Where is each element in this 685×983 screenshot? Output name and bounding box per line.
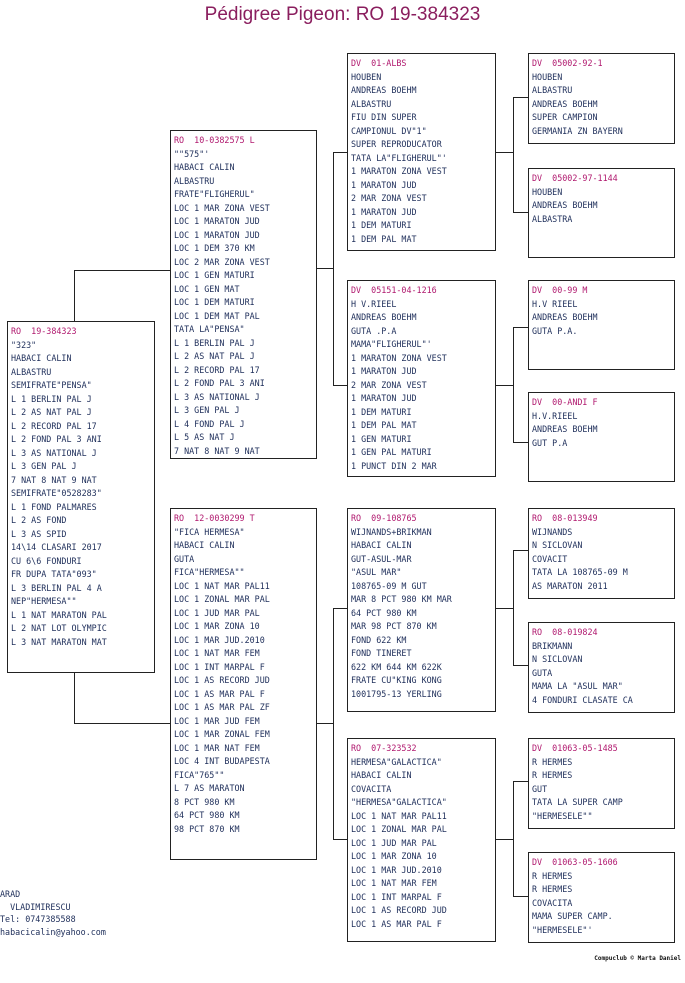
card-line: LOC 1 INT MARPAL F xyxy=(174,661,265,672)
card-line: GUT xyxy=(532,783,548,794)
card-line: 108765-09 M GUT xyxy=(351,580,427,591)
connector xyxy=(513,97,528,98)
dam-card xyxy=(170,508,317,860)
connector xyxy=(513,97,514,213)
sire-sire-dam-card xyxy=(528,168,675,258)
card-line: H V.RIEEL xyxy=(351,298,397,309)
card-line: HABACI CALIN xyxy=(174,540,235,550)
sire-sire-sire-card xyxy=(528,53,675,144)
card-line: "HERMESELE"" xyxy=(532,810,593,821)
ring-number: RO 08-013949 xyxy=(532,513,598,523)
card-line: LOC 1 DEM 370 KM xyxy=(174,243,255,253)
card-line: LOC 1 JUD MAR PAL xyxy=(351,837,437,848)
card-line: GUT-ASUL-MAR xyxy=(351,553,412,564)
card-line: BRIKMANN xyxy=(532,640,573,651)
card-line: ANDREAS BOEHM xyxy=(532,312,598,322)
card-line: LOC 1 NAT MAR FEM xyxy=(351,878,437,888)
card-line: R HERMES xyxy=(532,770,573,780)
ring-number: DV 05151-04-1216 xyxy=(351,285,437,295)
card-line: L 2 FOND PAL 3 ANI xyxy=(11,434,102,444)
card-line: L 3 GEN PAL J xyxy=(11,461,77,471)
connector xyxy=(74,672,75,724)
connector xyxy=(495,385,513,386)
connector xyxy=(333,608,334,840)
card-line: 1 MARATON JUD xyxy=(351,366,417,376)
card-line: 1 MARATON ZONA VEST xyxy=(351,352,447,363)
card-line: HOUBEN xyxy=(351,71,382,82)
card-line: FIU DIN SUPER xyxy=(351,112,417,122)
card-line: LOC 1 MAR NAT FEM xyxy=(174,742,260,753)
card-line: LOC 2 MAR ZONA VEST xyxy=(174,256,270,267)
card-line: HABACI CALIN xyxy=(11,353,72,363)
ring-number: DV 01-ALBS xyxy=(351,58,407,68)
card-line: MAMA"FLIGHERUL"' xyxy=(351,339,432,349)
card-line: ALBASTRU xyxy=(532,85,573,95)
card-line: LOC 1 MARATON JUD xyxy=(174,216,260,226)
card-line: LOC 1 MAR ZONA VEST xyxy=(174,202,270,213)
card-line: TATA LA"PENSA" xyxy=(174,324,245,334)
connector xyxy=(495,839,513,840)
card-line: L 3 BERLIN PAL 4 A xyxy=(11,582,102,593)
card-line: 1 MARATON JUD xyxy=(351,393,417,403)
card-line: N SICLOVAN xyxy=(532,540,583,550)
card-line: R HERMES xyxy=(532,884,573,894)
connector xyxy=(513,327,514,443)
card-line: LOC 1 MAR ZONA 10 xyxy=(351,851,437,861)
sire-dam-sire-card xyxy=(528,280,675,370)
card-line: FRATE"FLIGHERUL" xyxy=(174,189,255,199)
card-line: ALBASTRA xyxy=(532,213,573,224)
card-line: FR DUPA TATA"093" xyxy=(11,569,97,579)
card-line: L 4 FOND PAL J xyxy=(174,418,245,429)
card-line: L 2 RECORD PAL 17 xyxy=(11,420,97,431)
card-line: R HERMES xyxy=(532,870,573,881)
card-line: ANDREAS BOEHM xyxy=(532,200,598,210)
card-line: "FICA HERMESA" xyxy=(174,526,245,537)
card-line: SEMIFRATE"PENSA" xyxy=(11,380,92,390)
connector xyxy=(513,212,528,213)
card-line: L 2 NAT LOT OLYMPIC xyxy=(11,623,107,633)
card-line: ANDREAS BOEHM xyxy=(532,98,598,109)
dam-dam-card xyxy=(347,738,496,942)
connector xyxy=(495,152,513,153)
card-line: TATA LA 108765-09 M xyxy=(532,567,628,577)
card-line: ANDREAS BOEHM xyxy=(351,312,417,322)
phone-text: Tel: 0747385588 xyxy=(0,914,76,924)
card-line: 64 PCT 980 KM xyxy=(174,810,240,820)
ring-number: RO 10-0382575 L xyxy=(174,135,255,145)
card-line: 64 PCT 980 KM xyxy=(351,607,417,618)
card-line: GERMANIA ZN BAYERN xyxy=(532,125,623,136)
card-line: HABACI CALIN xyxy=(351,770,412,780)
ring-number: DV 00-ANDI F xyxy=(532,397,598,407)
card-line: LOC 1 AS MAR PAL F xyxy=(351,918,442,929)
card-line: 1 DEM PAL MAT xyxy=(351,420,417,430)
email-text: habacicalin@yahoo.com xyxy=(0,926,106,937)
card-line: GUTA xyxy=(532,667,553,678)
card-line: WIJNANDS xyxy=(532,526,573,537)
card-line: LOC 1 MARATON JUD xyxy=(174,229,260,240)
card-line: HERMESA"GALACTICA" xyxy=(351,756,442,767)
card-line: L 1 NAT MARATON PAL xyxy=(11,609,107,620)
connector xyxy=(316,268,333,269)
card-line: MAR 98 PCT 870 KM xyxy=(351,621,437,631)
connector xyxy=(333,385,347,386)
card-line: LOC 1 AS RECORD JUD xyxy=(174,675,270,685)
card-line: L 3 NAT MARATON MAT xyxy=(11,636,107,647)
card-line: COVACITA xyxy=(532,897,573,908)
card-line: MAMA SUPER CAMP. xyxy=(532,911,613,921)
card-line: LOC 1 DEM MATURI xyxy=(174,297,255,307)
card-line: L 1 BERLIN PAL J xyxy=(174,337,255,348)
card-line: FICA"765"" xyxy=(174,769,225,780)
card-line: 1 MARATON ZONA VEST xyxy=(351,166,447,176)
sire-dam-dam-card xyxy=(528,392,675,482)
connector xyxy=(495,608,513,609)
card-line: 1 MARATON JUD xyxy=(351,179,417,190)
card-line: 1001795-13 YERLING xyxy=(351,688,442,699)
card-line: H.V RIEEL xyxy=(532,298,578,309)
connector xyxy=(333,152,347,153)
card-line: LOC 4 INT BUDAPESTA xyxy=(174,756,270,766)
dam-dam-dam-card xyxy=(528,852,675,943)
address-line: ARAD xyxy=(0,889,21,899)
card-line: 1 GEN PAL MATURI xyxy=(351,447,432,457)
card-line: GUTA P.A. xyxy=(532,325,578,336)
card-line: GUTA .P.A xyxy=(351,325,397,336)
card-line: TATA LA SUPER CAMP xyxy=(532,797,623,807)
card-line: 1 MARATON JUD xyxy=(351,206,417,217)
card-line: LOC 1 JUD MAR PAL xyxy=(174,607,260,618)
card-line: "HERMESELE"' xyxy=(532,924,593,935)
card-line: MAMA LA "ASUL MAR" xyxy=(532,681,623,691)
card-line: LOC 1 MAR JUD.2010 xyxy=(351,864,442,875)
card-line: MAR 8 PCT 980 KM MAR xyxy=(351,594,452,604)
card-line: AS MARATON 2011 xyxy=(532,580,608,591)
card-line: 1 GEN MATURI xyxy=(351,433,412,444)
card-line: LOC 1 DEM MAT PAL xyxy=(174,310,260,321)
card-line: COVACIT xyxy=(532,553,568,564)
connector xyxy=(74,723,171,724)
connector xyxy=(333,152,334,386)
card-line: 1 DEM PAL MAT xyxy=(351,233,417,244)
card-line: FRATE CU"KING KONG xyxy=(351,675,442,685)
connector xyxy=(513,550,528,551)
card-line: L 2 FOND PAL 3 ANI xyxy=(174,378,265,388)
dam-dam-sire-card xyxy=(528,738,675,829)
card-line: L 3 GEN PAL J xyxy=(174,405,240,415)
card-line: LOC 1 GEN MATURI xyxy=(174,270,255,280)
ring-number: DV 05002-97-1144 xyxy=(532,173,618,183)
card-line: ANDREAS BOEHM xyxy=(351,85,417,95)
card-line: HOUBEN xyxy=(532,71,563,82)
card-line: FICA"HERMESA"" xyxy=(174,567,245,577)
card-line: 1 DEM MATURI xyxy=(351,220,412,230)
card-line: L 2 AS FOND xyxy=(11,515,67,525)
card-line: LOC 1 MAR JUD FEM xyxy=(174,715,260,726)
card-line: L 3 AS SPID xyxy=(11,528,67,539)
card-line: 622 KM 644 KM 622K xyxy=(351,661,442,672)
connector xyxy=(513,327,528,328)
address-line: VLADIMIRESCU xyxy=(0,901,71,912)
card-line: 4 FONDURI CLASATE CA xyxy=(532,694,633,705)
card-line: 1 PUNCT DIN 2 MAR xyxy=(351,460,437,471)
ring-number: DV 01063-05-1485 xyxy=(532,743,618,753)
card-line: L 2 AS NAT PAL J xyxy=(11,407,92,417)
sire-sire-card xyxy=(347,53,496,251)
ring-number: RO 12-0030299 T xyxy=(174,513,255,523)
ring-number: RO 09-108765 xyxy=(351,513,417,523)
card-line: HABACI CALIN xyxy=(351,540,412,550)
dam-sire-dam-card xyxy=(528,622,675,713)
card-line: 7 NAT 8 NAT 9 NAT xyxy=(11,474,97,485)
card-line: COVACITA xyxy=(351,783,392,794)
subject-card xyxy=(7,321,155,673)
card-line: "HERMESA"GALACTICA" xyxy=(351,797,447,807)
card-line: 2 MAR ZONA VEST xyxy=(351,379,427,390)
software-credit: Compuclub © Marta Daniel xyxy=(594,955,681,962)
card-line: LOC 1 NAT MAR FEM xyxy=(174,648,260,658)
sire-dam-card xyxy=(347,280,496,477)
card-line: L 7 AS MARATON xyxy=(174,783,245,793)
connector xyxy=(513,896,528,897)
connector xyxy=(333,608,347,609)
connector xyxy=(74,270,75,322)
sire-card xyxy=(170,130,317,459)
card-line: L 3 AS NATIONAL J xyxy=(11,447,97,458)
card-line: FOND 622 KM xyxy=(351,634,407,645)
card-line: "ASUL MAR" xyxy=(351,567,402,577)
card-line: 1 DEM MATURI xyxy=(351,406,412,417)
card-line: LOC 1 NAT MAR PAL11 xyxy=(174,580,270,591)
dam-sire-card xyxy=(347,508,496,712)
card-line: 98 PCT 870 KM xyxy=(174,823,240,834)
card-line: H.V.RIEEL xyxy=(532,410,578,421)
card-line: SEMIFRATE"0528283" xyxy=(11,488,102,498)
dam-sire-sire-card xyxy=(528,508,675,599)
card-line: CAMPIONUL DV"1" xyxy=(351,125,427,136)
ring-number: DV 05002-92-1 xyxy=(532,58,603,68)
page-title: Pédigree Pigeon: RO 19-384323 xyxy=(204,4,481,25)
ring-number: RO 08-019824 xyxy=(532,627,598,637)
card-line: LOC 1 MAR ZONA 10 xyxy=(174,621,260,631)
card-line: LOC 1 AS MAR PAL F xyxy=(174,688,265,699)
connector xyxy=(316,723,333,724)
card-line: LOC 1 AS MAR PAL ZF xyxy=(174,702,270,712)
card-line: LOC 1 MAR ZONAL FEM xyxy=(174,729,270,739)
card-line: SUPER CAMPION xyxy=(532,112,598,122)
card-line: L 3 AS NATIONAL J xyxy=(174,391,260,402)
card-line: L 1 BERLIN PAL J xyxy=(11,393,92,404)
connector xyxy=(513,665,528,666)
card-line: CU 6\6 FONDURI xyxy=(11,555,82,566)
card-line: ""575"' xyxy=(174,148,210,159)
connector xyxy=(513,442,528,443)
card-line: N SICLOVAN xyxy=(532,654,583,664)
card-line: LOC 1 NAT MAR PAL11 xyxy=(351,810,447,821)
card-line: L 1 FOND PALMARES xyxy=(11,501,97,512)
card-line: LOC 1 AS RECORD JUD xyxy=(351,905,447,915)
card-line: LOC 1 INT MARPAL F xyxy=(351,891,442,902)
card-line: R HERMES xyxy=(532,756,573,767)
card-line: LOC 1 GEN MAT xyxy=(174,283,240,294)
card-line: TATA LA"FLIGHERUL"' xyxy=(351,152,447,163)
card-line: ANDREAS BOEHM xyxy=(532,424,598,434)
card-line: ALBASTRU xyxy=(351,98,392,109)
card-line: 2 MAR ZONA VEST xyxy=(351,193,427,203)
connector xyxy=(74,270,171,271)
ring-number: DV 01063-05-1606 xyxy=(532,857,618,867)
connector xyxy=(333,839,347,840)
card-line: NEP"HERMESA"" xyxy=(11,596,77,606)
breeder-contact xyxy=(0,888,106,938)
card-line: GUTA xyxy=(174,553,195,564)
ring-number: DV 00-99 M xyxy=(532,285,588,295)
card-line: ALBASTRU xyxy=(11,366,52,377)
card-line: L 2 AS NAT PAL J xyxy=(174,351,255,361)
ring-number: RO 19-384323 xyxy=(11,326,77,336)
card-line: SUPER REPRODUCATOR xyxy=(351,139,442,149)
card-line: HOUBEN xyxy=(532,186,563,197)
connector xyxy=(513,550,514,666)
connector xyxy=(513,781,514,897)
card-line: 14\14 CLASARI 2017 xyxy=(11,542,102,552)
card-line: HABACI CALIN xyxy=(174,162,235,172)
card-line: L 5 AS NAT J xyxy=(174,432,235,442)
ring-number: RO 07-323532 xyxy=(351,743,417,753)
card-line: LOC 1 MAR JUD.2010 xyxy=(174,634,265,645)
card-line: 7 NAT 8 NAT 9 NAT xyxy=(174,445,260,456)
card-line: L 2 RECORD PAL 17 xyxy=(174,364,260,375)
card-line: "323" xyxy=(11,339,37,350)
card-line: LOC 1 ZONAL MAR PAL xyxy=(174,594,270,604)
card-line: ALBASTRU xyxy=(174,175,215,186)
card-line: WIJNANDS+BRIKMAN xyxy=(351,526,432,537)
card-line: 8 PCT 980 KM xyxy=(174,796,235,807)
card-line: GUT P.A xyxy=(532,437,568,448)
connector xyxy=(513,781,528,782)
card-line: FOND TINERET xyxy=(351,648,412,658)
card-line: LOC 1 ZONAL MAR PAL xyxy=(351,824,447,834)
